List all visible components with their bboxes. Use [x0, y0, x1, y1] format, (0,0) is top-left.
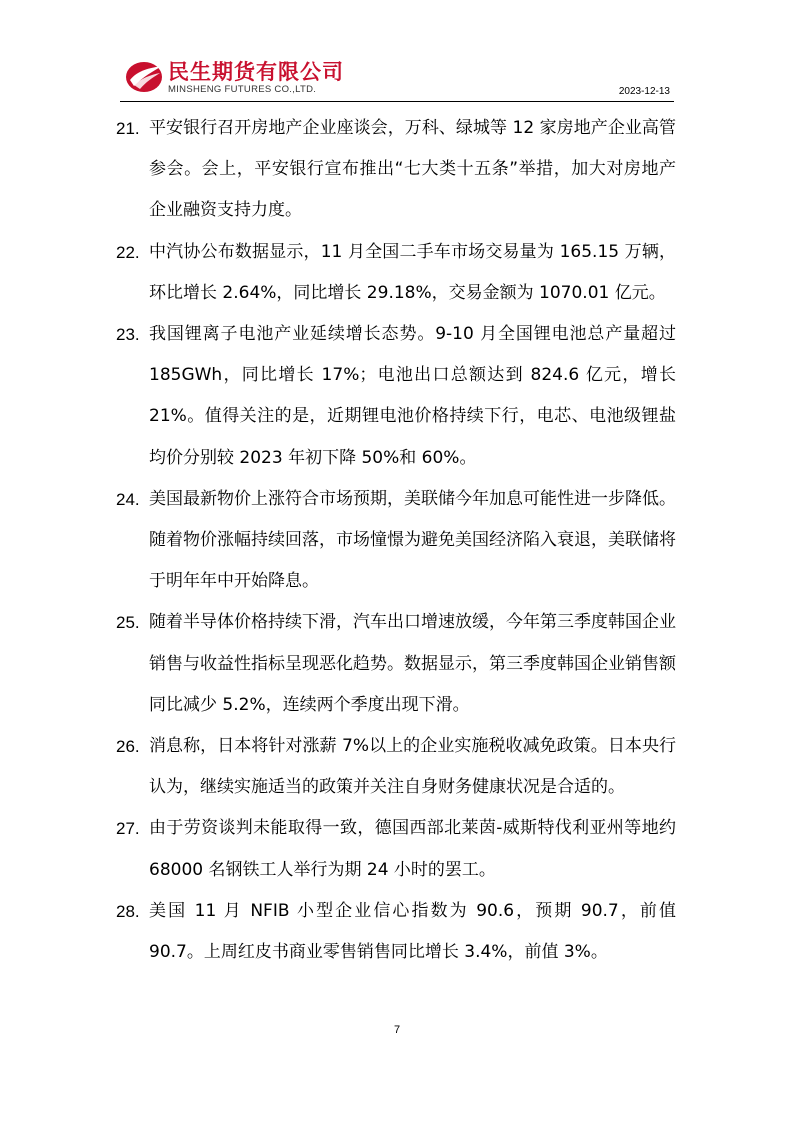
company-name-en: MINSHENG FUTURES CO.,LTD.: [168, 84, 317, 95]
list-item: [116, 808, 676, 890]
item-text: 由于劳资谈判未能取得一致，德国西部北莱茵-威斯特伐利亚州等地约 68000 名钢铁工人举行为期 24 小时的罢工。: [149, 818, 676, 880]
item-text: 我国锂离子电池产业延续增长态势。9-10 月全国锂电池总产量超过 185GWh，同比增长 17%；电池出口总额达到 824.6 亿元，增长 21%。值得关注的是，近期锂电池价格持续下行，电芯、电池级锂盐均价分别较 2023 年初下降 50%和 60%。: [149, 324, 676, 468]
company-logo: [120, 56, 360, 100]
item-text: 随着半导体价格持续下滑，汽车出口增速放缓，今年第三季度韩国企业销售与收益性指标呈现恶化趋势。数据显示，第三季度韩国企业销售额同比减少 5.2%，连续两个季度出现下滑。: [149, 612, 676, 715]
item-number: 26.: [116, 737, 140, 757]
list-item: [116, 602, 676, 726]
item-text: 美国最新物价上涨符合市场预期，美联储今年加息可能性进一步降低。随着物价涨幅持续回落，市场憧憬为避免美国经济陷入衰退，美联储将于明年年中开始降息。: [149, 488, 676, 592]
item-number: 28.: [116, 901, 140, 921]
page-number: 7: [393, 1024, 401, 1036]
news-list: [116, 108, 676, 973]
list-item: [116, 726, 676, 808]
page-header: [120, 56, 674, 102]
item-number: 24.: [116, 489, 140, 509]
report-date: 2023-12-13: [618, 86, 670, 97]
item-text: 中汽协公布数据显示，11 月全国二手车市场交易量为 165.15 万辆，环比增长 2.64%，同比增长 29.18%，交易金额为 1070.01 亿元。: [149, 241, 676, 303]
item-number: 27.: [116, 819, 140, 839]
item-text: 美国 11 月 NFIB 小型企业信心指数为 90.6，预期 90.7，前值 90.7。上周红皮书商业零售销售同比增长 3.4%，前值 3%。: [149, 900, 676, 963]
list-item: [116, 232, 676, 314]
item-text: 平安银行召开房地产企业座谈会，万科、绿城等 12 家房地产企业高管参会。会上，平安银行宣布推出“七大类十五条”举措，加大对房地产企业融资支持力度。: [149, 118, 676, 221]
list-item: [116, 108, 676, 232]
item-text: 消息称，日本将针对涨薪 7%以上的企业实施税收减免政策。日本央行认为，继续实施适当的政策并关注自身财务健康状况是合适的。: [149, 736, 676, 798]
list-item: [116, 891, 676, 973]
minsheng-logo-icon: [124, 58, 164, 94]
item-number: 21.: [116, 119, 140, 138]
list-item: [116, 479, 676, 603]
header-divider: [120, 101, 674, 102]
item-number: 23.: [116, 325, 140, 345]
company-name-cn: 民生期货有限公司: [168, 60, 344, 84]
item-number: 25.: [116, 613, 140, 633]
list-item: [116, 314, 676, 479]
item-number: 22.: [116, 242, 140, 262]
